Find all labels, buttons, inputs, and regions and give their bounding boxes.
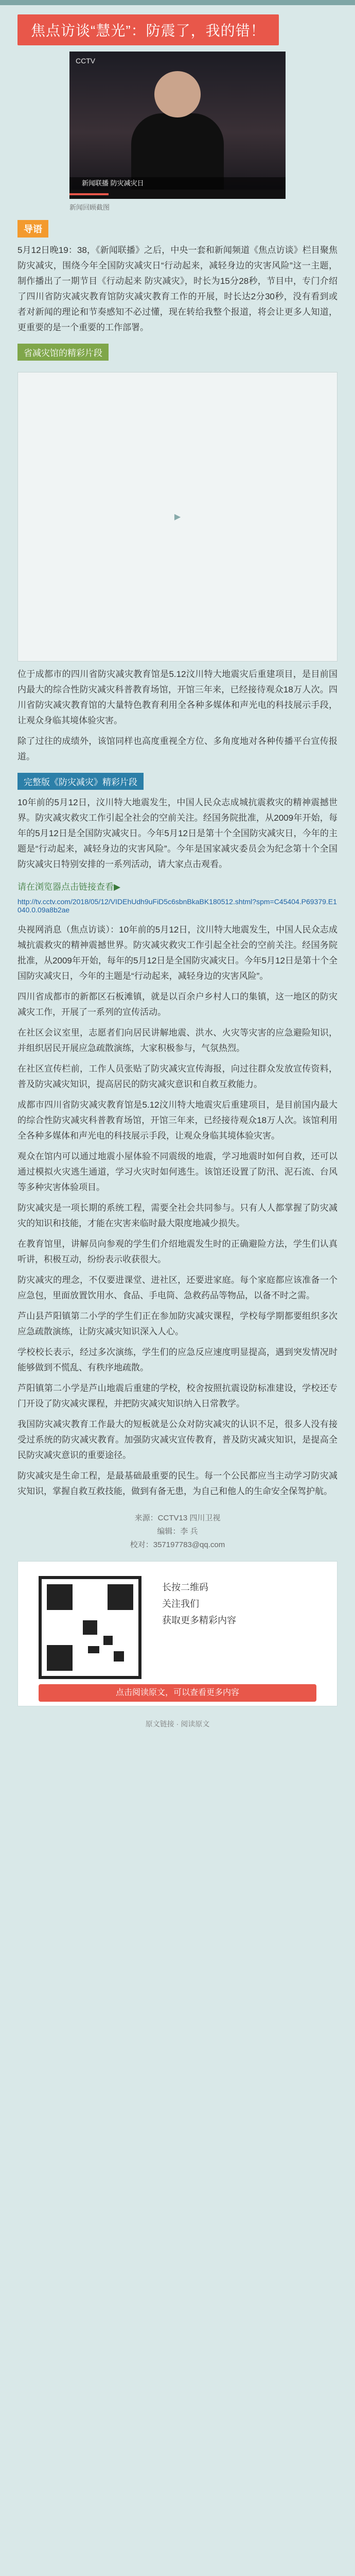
body-paragraph-10: 芦山县芦阳镇第二小学的学生们正在参加防灾减灾课程，学校每学期都要组织多次应急疏散演练，让防灾减灾知识深入人心。 xyxy=(17,1311,338,1336)
body-paragraph-8: 在教育馆里，讲解员向参观的学生们介绍地震发生时的正确避险方法，学生们认真听讲，积极互动，纷纷表示收获很大。 xyxy=(17,1239,338,1264)
source-line: 来源：CCTV13 四川卫视 xyxy=(134,1514,221,1522)
section-tag-intro: 导语 xyxy=(17,220,48,238)
follow-text-2: 关注我们 xyxy=(162,1599,199,1609)
video-link[interactable]: http://tv.cctv.com/2018/05/12/VIDEhUdh9uFiD5c6sbnBkaBK180512.shtml?spm=C45404.P69379.E1040.0.09a8b2ae xyxy=(17,897,337,914)
body-paragraph-2: 四川省成都市的新都区石板滩镇，就是以百余户乡村人口的集镇，这一地区的防灾减灾工作，开展了一系列的宣传活动。 xyxy=(17,992,338,1017)
full-section xyxy=(17,773,338,914)
video-progress-fill xyxy=(69,193,109,195)
body-paragraph-1: 央视网消息（焦点访谈）：10年前的5月12日，汶川特大地震发生，中国人民众志成城抗震救灾的精神震撼世界。防灾减灾救灾工作引起全社会的空前关注。经国务院批准，从2009年开始，每年的5月12日是全国防灾减灾日。今年5月12日是第十个全国防灾减灾日，今年的主题是“行动起来，减轻身边的灾害风险”。 xyxy=(17,925,338,981)
open-in-browser-hint: 请在浏览器点击链接查看▶ xyxy=(17,882,121,892)
intro-paragraph: 5月12日晚19：38，《新闻联播》之后，中央一套和新闻频道《焦点访谈》栏目聚焦防灾减灾，围绕今年全国防灾减灾日“行动起来，减轻身边的灾害风险”这一主题，制作播出了一期节目《行动起来 防灾减灾》，时长为15分28秒，节目中，专门介绍了四川省防灾减灾教育馆防灾减灾教育工作的开展，时长达2分30秒，没有看到或者对新闻的理论和节奏感知不必过懂，现在转给我整个报道，将会让更多人知道，更重要的是一个重要的工作部署。 xyxy=(17,245,338,332)
follow-text-1: 长按二维码 xyxy=(162,1582,208,1592)
video-caption-strip: 新闻联播 防灾减灾日 xyxy=(69,177,286,190)
editor-line: 编辑：李 兵 xyxy=(157,1527,198,1536)
body-paragraph-9: 防灾减灾的理念，不仅要进课堂、进社区，还要进家庭。每个家庭都应该准备一个应急包，里面放置饮用水、食品、手电筒、急救药品等物品，以备不时之需。 xyxy=(17,1275,338,1300)
body-paragraph-7: 防灾减灾是一项长期的系统工程，需要全社会共同参与。只有人人都掌握了防灾减灾的知识和技能，才能在灾害来临时最大限度地减少损失。 xyxy=(17,1203,338,1228)
presenter-head xyxy=(154,71,201,117)
follow-card xyxy=(17,1561,338,1706)
body-paragraph-5: 成都市四川省防灾减灾教育馆是5.12汶川特大地震灾后重建项目，是目前国内最大的综合性防灾减灾科普教育场馆，开馆三年来，已经接待观众18万人次。该馆利用全各种多媒体和声光电的科技展示手段，让观众身临其境体验灾害。 xyxy=(17,1100,338,1141)
body-paragraph-6: 观众在馆内可以通过地震小屋体验不同震级的地震，学习地震时如何自救，还可以通过模拟火灾逃生通道，学习火灾时如何逃生。该馆还设置了防汛、泥石流、台风等多种灾害体验项目。 xyxy=(17,1151,338,1192)
clip-paragraph-2: 除了过往的成绩外，该馆同样也高度重视全方位、多角度地对各种传播平台宣传报道。 xyxy=(17,736,338,761)
video-player[interactable] xyxy=(69,52,286,199)
body-paragraph-13: 我国防灾减灾教育工作最大的短板就是公众对防灾减灾的认识不足，很多人没有接受过系统的防灾减灾教育。加强防灾减灾宣传教育，普及防灾减灾知识，是提高全民防灾减灾意识的重要途径。 xyxy=(17,1419,338,1460)
qr-code-icon[interactable] xyxy=(39,1576,141,1679)
footer[interactable]: 原文链接 · 阅读原文 xyxy=(145,1720,210,1728)
section-tag-clip: 省减灾馆的精彩片段 xyxy=(17,344,109,361)
source-credits xyxy=(17,1512,338,1552)
section-tag-full: 完整版《防灾减灾》精彩片段 xyxy=(17,773,144,790)
body-paragraph-14: 防灾减灾是生命工程，是最基础最重要的民生。每一个公民都应当主动学习防灾减灾知识，掌握自救互救技能，做到有备无患，为自己和他人的生命安全保驾护航。 xyxy=(17,1471,338,1496)
video-progress-bar[interactable] xyxy=(69,190,286,199)
article-banner: 焦点访谈“慧光”：防震了，我的错！ xyxy=(17,14,279,45)
top-band xyxy=(0,0,355,5)
body-paragraph-11: 学校校长表示，经过多次演练，学生们的应急反应速度明显提高，遇到突发情况时能够做到不慌乱、有秩序地疏散。 xyxy=(17,1347,338,1372)
body-section xyxy=(17,922,338,1499)
full-paragraph-1: 10年前的5月12日，汶川特大地震发生，中国人民众志成城抗震救灾的精神震撼世界。防灾减灾救灾工作引起全社会的空前关注。经国务院批准，从2009年开始，每年的5月12日是全国防灾减灾日。今年5月12日是第十个全国防灾减灾日，今年的主题是“行动起来，减轻身边的灾害风险”。今年是国家减灾委员会为纪念第十个全国防灾减灾日特别安排的一系列活动，请大家点击观看。 xyxy=(17,798,338,869)
body-paragraph-4: 在社区宣传栏前，工作人员张贴了防灾减灾宣传海报，向过往群众发放宣传资料，普及防灾减灾知识，提高居民的防灾减灾意识和自救互救能力。 xyxy=(17,1064,338,1089)
body-paragraph-3: 在社区会议室里，志愿者们向居民讲解地震、洪水、火灾等灾害的应急避险知识，并组织居民开展应急疏散演练，大家积极参与，气氛热烈。 xyxy=(17,1028,338,1053)
follow-instructions xyxy=(162,1579,316,1629)
intro-section xyxy=(17,220,338,335)
read-original-button[interactable]: 点击阅读原文，可以查看更多内容 xyxy=(39,1684,316,1702)
clip-section xyxy=(17,344,338,765)
clip-paragraph-1: 位于成都市的四川省防灾减灾教育馆是5.12汶川特大地震灾后重建项目，是目前国内最大的综合性防灾减灾科普教育场馆，开馆三年来，已经接待观众18万人次。四川省防灾减灾教育馆的大量特色教育利用全各种多媒体和声光电的科技展示手段，让观众身临其境体验灾害。 xyxy=(17,669,338,725)
clip-video-frame[interactable]: ▶ xyxy=(17,372,338,662)
proofreader-line: 校对：357197783@qq.com xyxy=(130,1540,225,1549)
channel-logo: CCTV xyxy=(76,57,96,65)
video-caption: 新闻回顾截图 xyxy=(69,204,110,211)
follow-text-3: 获取更多精彩内容 xyxy=(162,1615,236,1625)
body-paragraph-12: 芦阳镇第二小学是芦山地震后重建的学校，校舍按照抗震设防标准建设，学校还专门开设了防灾减灾课程，并把防灾减灾知识纳入日常教学。 xyxy=(17,1383,338,1409)
